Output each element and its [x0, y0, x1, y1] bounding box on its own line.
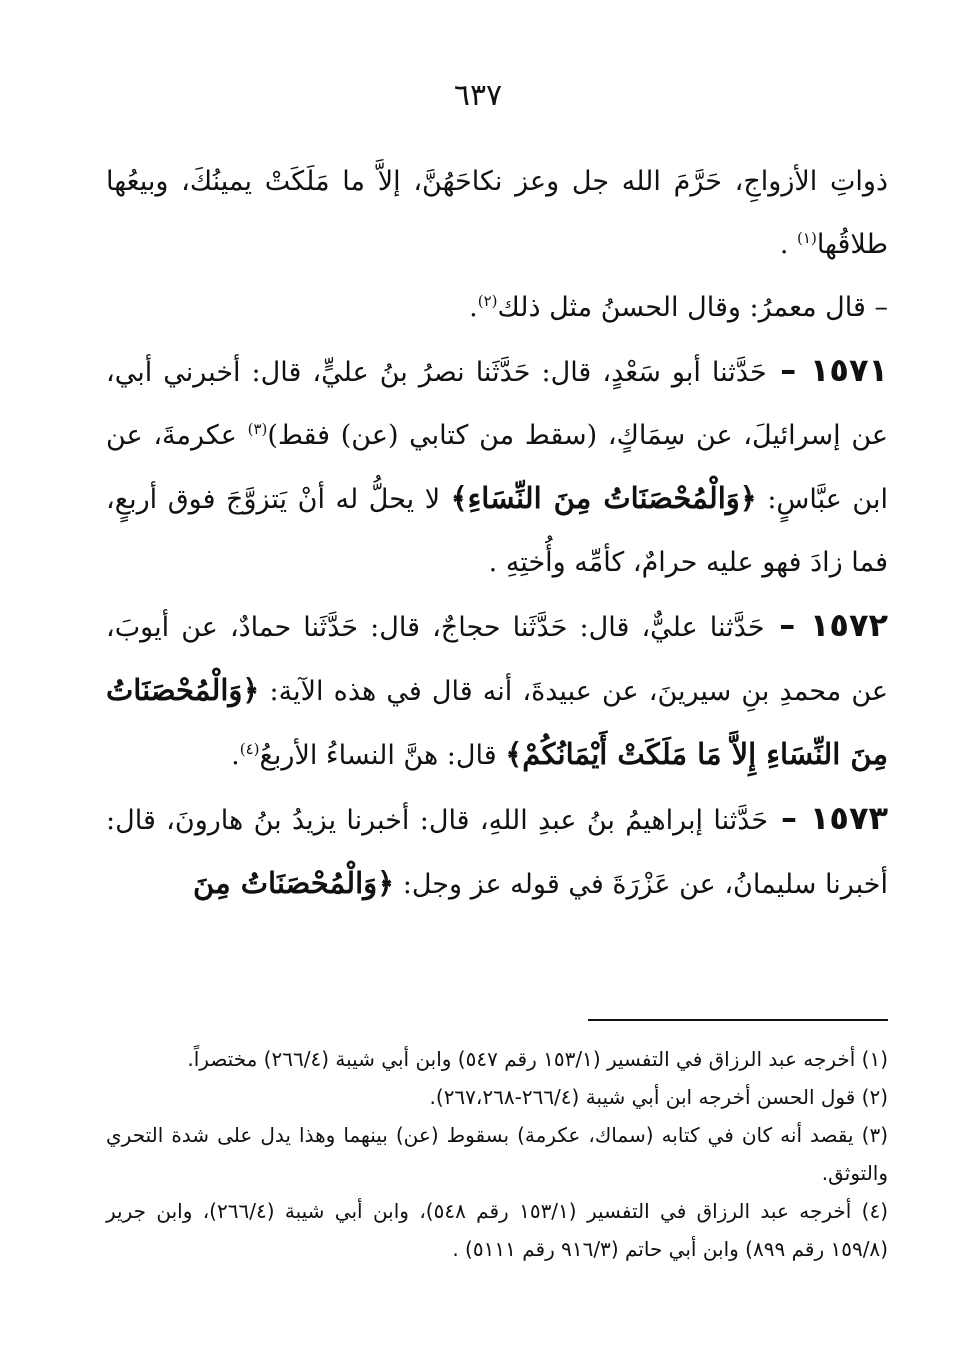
paragraph-end: . [779, 229, 798, 260]
hadith-dash: – [766, 351, 810, 389]
main-text [106, 150, 888, 916]
hadith-number: ١٥٧٣ [809, 799, 889, 837]
footnotes [106, 1040, 888, 1268]
paragraph-continuation [106, 150, 888, 276]
paragraph-text: ذواتِ الأزواجِ، حَرَّمَ الله جل وعز نكاحَهُنَّ، إلاَّ ما مَلَكَتْ يمينُكَ، وبيعُها طلاقُها [106, 166, 888, 260]
hadith-dash: – [764, 606, 810, 644]
footnote-ref-3: (٣) [247, 420, 268, 438]
hadith-text: حَدَّثنا أبو سَعْدٍ، قال: حَدَّثَنا نصرُ بنُ عليٍّ، قال: أخبرني أبي، عن إسرائيلَ، عن سِمَاكٍ، (سقط من كتابي (عن) فقط) [106, 357, 888, 451]
hadith-text: لا يحلُّ له أنْ يَتزوَّجَ فوق أربعٍ، فما زادَ فهو عليه حرامٌ، كأمِّه وأُختِهِ . [106, 484, 888, 578]
hadith-number: ١٥٧٢ [809, 606, 888, 644]
footnote-4: (٤) أخرجه عبد الرزاق في التفسير (١٥٣/١ رقم ٥٤٨)، وابن أبي شيبة (٢٦٦/٤)، وابن جرير (١٥٩/٨ رقم ٨٩٩) وابن أبي حاتم (٩١٦/٣ رقم ٥١١١) . [106, 1199, 889, 1261]
footnote-1: (١) أخرجه عبد الرزاق في التفسير (١٥٣/١ رقم ٥٤٧) وابن أبي شيبة (٢٦٦/٤) مختصراً. [187, 1047, 888, 1071]
page-number: ٦٣٧ [453, 78, 503, 113]
hadith-dash: – [768, 799, 810, 837]
hadith-text: عكرمةَ، عن ابن عبَّاسٍ: [106, 420, 888, 515]
hadith-text: حَدَّثنا إبراهيمُ بنُ عبدِ اللهِ، قال: أخبرنا يزيدُ بنُ هارونَ، قال: أخبرنا سليمانُ، عن عَزْرَةَ في قوله عز وجل: [106, 805, 888, 900]
hadith-text: قال: هنَّ النساءُ الأربعُ [259, 740, 506, 771]
hadith-1573 [106, 787, 888, 916]
footnote-ref-4: (٤) [239, 740, 260, 758]
footnote-2: (٢) قول الحسن أخرجه ابن أبي شيبة (٢٦٦/٤-٢٦٧،٢٦٨). [429, 1085, 888, 1109]
paragraph-text: – قال معمرُ: وقال الحسنُ مثل ذلك [497, 292, 888, 323]
quran-verse: ﴿وَالْمُحْصَنَاتُ مِنَ النِّسَاءِ إِلاَّ مَا مَلَكَتْ أَيْمَانُكُمْ﴾ [106, 673, 888, 771]
footnote-divider [588, 1019, 888, 1021]
hadith-number: ١٥٧١ [809, 351, 888, 389]
paragraph-end: . [231, 740, 240, 771]
footnote-ref-2: (٢) [477, 292, 498, 310]
quran-verse: ﴿وَالْمُحْصَنَاتُ مِنَ النِّسَاءِ﴾ [450, 481, 757, 515]
footnote-3: (٣) يقصد أنه كان في كتابه (سماك، عكرمة) بسقوط (عن) بينهما وهذا يدل على شدة التحري والتوثق. [106, 1123, 888, 1185]
paragraph-end: . [469, 292, 478, 323]
hadith-1571 [106, 339, 888, 594]
hadith-text: حَدَّثنا عليٌّ، قال: حَدَّثَنا حجاجٌ، قال: حَدَّثَنا حمادٌ، عن أيوبَ، عن محمدِ بنِ سيرينَ، عن عبيدةَ، أنه قال في هذه الآية: [106, 612, 888, 707]
quran-verse: ﴿وَالْمُحْصَنَاتُ مِنَ [193, 866, 395, 900]
hadith-1572 [106, 594, 888, 787]
footnote-ref-1: (١) [797, 229, 817, 247]
paragraph-maamar [106, 276, 888, 339]
